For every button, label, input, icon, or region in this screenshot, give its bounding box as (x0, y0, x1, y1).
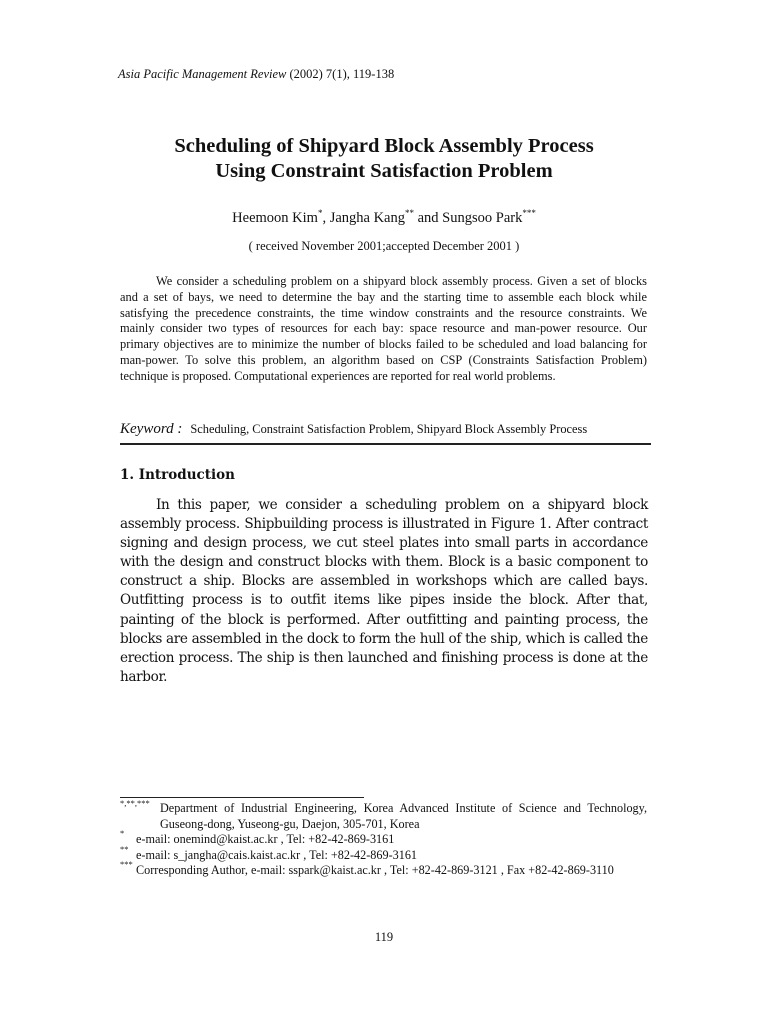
keyword-text: Scheduling, Constraint Satisfaction Problem, Shipyard Block Assembly Process (190, 422, 588, 436)
intro-paragraph: In this paper, we consider a scheduling problem on a shipyard block assembly process. Shipbuilding process is illustrated in Figure 1. After contract signing and design process, we cut steel plates into small parts in accordance with the design and construct blocks with them. Block is a basic component to construct a ship. Blocks are assembled in workshops which are called bays. Outfitting process is to outfit items like pipes inside the block. After that, painting of the block is performed. After outfitting and painting process, the blocks are assembled in the dock to form the hull of the ship, which is called the erection process. The ship is then launched and finishing process is done at the harbor. (120, 497, 648, 685)
keyword-line (120, 420, 651, 438)
author-affiliation-mark: *** (522, 208, 536, 218)
footnote-corresponding (120, 859, 647, 879)
author-name: Heemoon Kim (232, 210, 318, 226)
footnote-mark: *** (120, 859, 133, 870)
section-heading: 1. Introduction (120, 467, 235, 483)
author-list (100, 209, 668, 227)
author-separator: , (322, 210, 330, 226)
author-name: Sungsoo Park (442, 210, 523, 226)
title-line-2: Using Constraint Satisfaction Problem (215, 160, 553, 182)
footnote-text: e-mail: onemind@kaist.ac.kr , Tel: +82-42-869-3161 (136, 832, 395, 847)
footnote-mark: *,**,*** (120, 798, 150, 808)
received-dates: ( received November 2001;accepted December 2001 ) (248, 239, 520, 253)
keyword-label: Keyword : (120, 421, 183, 437)
page-number: 119 (374, 930, 394, 944)
paper-title (100, 134, 668, 184)
footnote-text: Department of Industrial Engineering, Korea Advanced Institute of Science and Technology, Guseong-dong, Yuseong-gu, Daejon, 305-701, Korea (160, 801, 647, 831)
journal-volume: (2002) 7(1), 119-138 (286, 67, 395, 81)
keyword-divider (120, 443, 651, 445)
footnote-divider (120, 797, 364, 798)
journal-name: Asia Pacific Management Review (118, 67, 287, 81)
author-separator: and (413, 210, 443, 226)
footnote-text: e-mail: s_jangha@cais.kaist.ac.kr , Tel: +82-42-869-3161 (136, 847, 418, 862)
footnote-mark: * (120, 828, 125, 839)
abstract: We consider a scheduling problem on a shipyard block assembly process. Given a set of blocks and a set of bays, we need to determine the bay and the starting time to assemble each block while satisfying the precedence constraints, the time window constraints and the resource constraints. We mainly consider two types of resources for each bay: space resource and man-power resource. Our primary objectives are to minimize the number of blocks failed to be scheduled and load balancing for man-power. To solve this problem, an algorithm based on CSP (Constraints Satisfaction Problem) technique is proposed. Computational experiences are reported for real world problems. (120, 274, 647, 383)
footnote-email (120, 843, 647, 864)
author-name: Jangha Kang (329, 210, 405, 226)
footnote-mark: ** (120, 843, 129, 854)
author-affiliation-mark: ** (404, 208, 414, 218)
footnotes (120, 798, 647, 879)
title-line-1: Scheduling of Shipyard Block Assembly Process (174, 135, 594, 157)
footnote-text: Corresponding Author, e-mail: sspark@kaist.ac.kr , Tel: +82-42-869-3121 , Fax +82-42-869-3110 (136, 863, 614, 878)
footnote-email (120, 828, 647, 848)
journal-citation (118, 66, 394, 82)
author-affiliation-mark: * (317, 208, 323, 218)
footnote-affiliation (120, 798, 647, 832)
